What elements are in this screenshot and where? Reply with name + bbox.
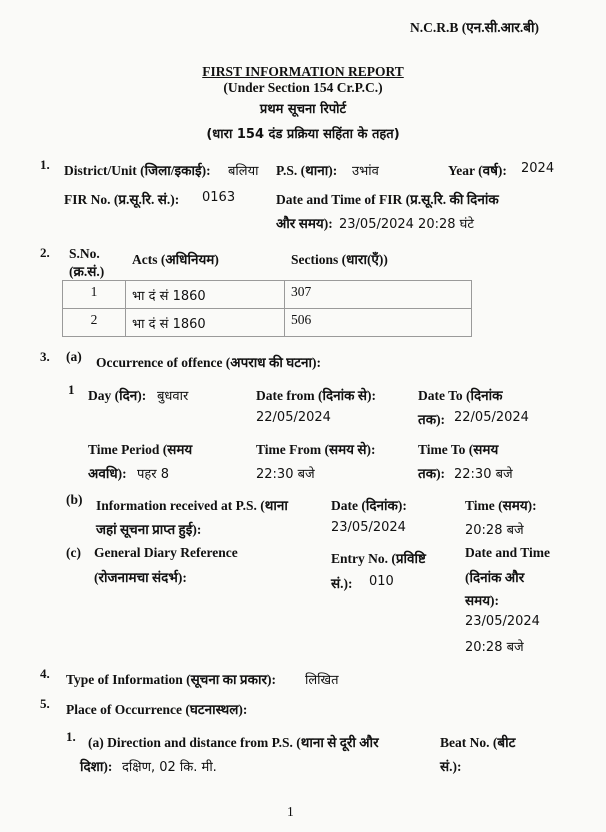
section-1-number: 1. (40, 157, 50, 172)
info-time-value: 20:28 बजे (465, 523, 524, 538)
acts-sections-table (62, 242, 472, 337)
day-value: बुधवार (157, 389, 189, 404)
date-from-value: 22/05/2024 (256, 410, 331, 425)
report-title-hindi: प्रथम सूचना रिपोर्ट (259, 102, 347, 117)
info-type-value: लिखित (305, 673, 339, 688)
row-section: 506 (285, 309, 472, 337)
time-to-value: 22:30 बजे (454, 467, 513, 482)
row-sno: 2 (63, 309, 126, 337)
ncrb-header: N.C.R.B (एन.सी.आर.बी) (410, 20, 539, 35)
time-to-label: Time To (समय (418, 442, 499, 457)
page-number: 1 (287, 804, 294, 819)
time-from-label: Time From (समय से): (256, 442, 376, 457)
fir-number-value: 0163 (202, 190, 236, 205)
ps-value: उभांव (352, 164, 379, 179)
table-header-row (63, 243, 472, 281)
time-period-label: Time Period (समय (88, 442, 193, 457)
occurrence-label: Occurrence of offence (अपराध की घटना): (96, 355, 321, 370)
fir-datetime-value: 23/05/2024 20:28 घंटे (339, 217, 474, 232)
date-to-label: Date To (दिनांक (418, 388, 503, 403)
acts-header: Acts (अधिनियम) (126, 243, 285, 281)
table-row (63, 309, 472, 337)
time-period-label-2: अवधि): (88, 466, 127, 481)
direction-distance-label: (a) Direction and distance from P.S. (थाना से दूरी और (88, 735, 379, 750)
time-from-value: 22:30 बजे (256, 467, 315, 482)
gd-time-value: 20:28 बजे (465, 640, 524, 655)
section-3a-tag: (a) (66, 349, 82, 364)
report-title: FIRST INFORMATION REPORT (202, 64, 404, 79)
info-date-label: Date (दिनांक): (331, 498, 407, 513)
row-section: 307 (285, 281, 472, 309)
section-5-number: 5. (40, 696, 50, 711)
entry-no-label-2: सं.): (331, 576, 353, 591)
district-label: District/Unit (जिला/इकाई): (64, 163, 211, 178)
place-item-number: 1. (66, 729, 76, 744)
ps-label: P.S. (थाना): (276, 163, 338, 178)
sno-header (63, 243, 126, 281)
day-label: Day (दिन): (88, 388, 147, 403)
date-from-label: Date from (दिनांक से): (256, 388, 376, 403)
gd-reference-label-2: (रोजनामचा संदर्भ): (94, 570, 187, 585)
table-row (63, 281, 472, 309)
report-subtitle-hindi: (धारा 154 दंड प्रक्रिया सहिंता के तहत) (206, 127, 400, 142)
fir-number-label: FIR No. (प्र.सू.रि. सं.): (64, 192, 180, 207)
section-3b-tag: (b) (66, 492, 83, 507)
place-label: Place of Occurrence (घटनास्थल): (66, 702, 248, 717)
beat-no-label: Beat No. (बीट (440, 735, 516, 750)
section-2-number: 2. (40, 245, 50, 260)
gd-datetime-label-2: (दिनांक और (465, 570, 525, 585)
direction-distance-value: दक्षिण, 02 कि. मी. (122, 760, 217, 775)
occurrence-item-number: 1 (68, 382, 75, 397)
section-3-number: 3. (40, 349, 50, 364)
beat-no-label-2: सं.): (440, 759, 462, 774)
gd-datetime-label: Date and Time (465, 545, 551, 560)
direction-distance-label-2: दिशा): (80, 759, 113, 774)
row-sno: 1 (63, 281, 126, 309)
section-4-number: 4. (40, 666, 50, 681)
sections-header: Sections (धारा(एँ)) (285, 243, 472, 281)
district-value: बलिया (228, 164, 259, 179)
gd-datetime-label-3: समय): (465, 593, 500, 608)
info-received-label-2: जहां सूचना प्राप्त हुई): (96, 522, 202, 537)
sno-header-text: S.No. (69, 246, 100, 261)
info-type-label: Type of Information (सूचना का प्रकार): (66, 672, 276, 687)
date-to-value: 22/05/2024 (454, 410, 529, 425)
gd-reference-label: General Diary Reference (94, 545, 238, 560)
time-to-label-2: तक): (418, 466, 446, 481)
entry-no-value: 010 (369, 574, 394, 589)
section-3c-tag: (c) (66, 545, 81, 560)
sno-header-text-2: (क्र.सं.) (69, 264, 105, 279)
date-to-label-2: तक): (418, 412, 446, 427)
entry-no-label: Entry No. (प्रविष्टि (331, 551, 426, 566)
year-label: Year (वर्ष): (448, 163, 507, 178)
gd-date-value: 23/05/2024 (465, 614, 540, 629)
report-subtitle: (Under Section 154 Cr.P.C.) (223, 80, 383, 95)
row-act: भा दं सं 1860 (126, 281, 285, 309)
info-date-value: 23/05/2024 (331, 520, 406, 535)
year-value: 2024 (521, 161, 555, 176)
info-time-label: Time (समय): (465, 498, 537, 513)
info-received-label: Information received at P.S. (थाना (96, 498, 288, 513)
time-period-value: पहर 8 (137, 467, 170, 482)
fir-datetime-label-2: और समय): (276, 216, 333, 231)
row-act: भा दं सं 1860 (126, 309, 285, 337)
fir-datetime-label: Date and Time of FIR (प्र.सू.रि. की दिनांक (276, 192, 499, 207)
